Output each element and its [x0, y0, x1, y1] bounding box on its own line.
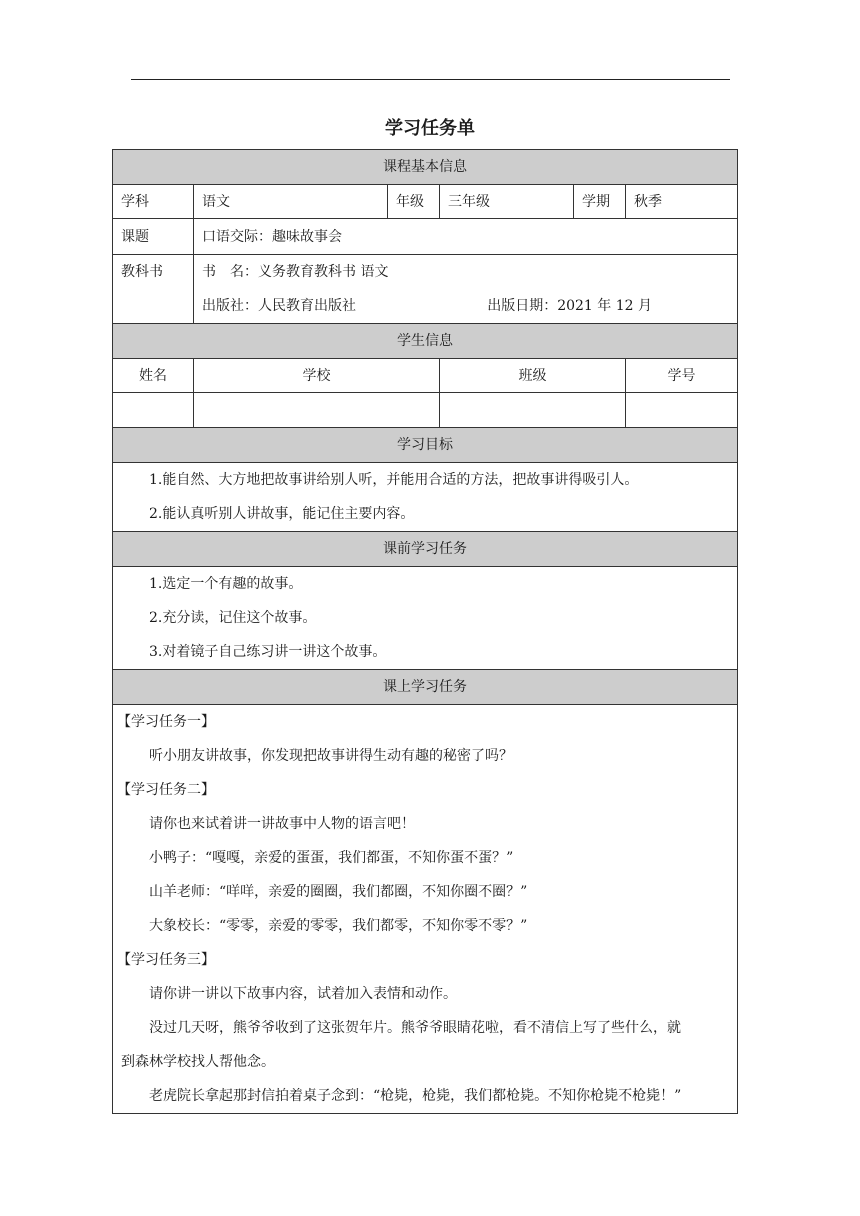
grade-value: 三年级: [440, 185, 574, 219]
school-field[interactable]: [194, 393, 440, 428]
goal-item: 2.能认真听别人讲故事，能记住主要内容。: [149, 506, 415, 522]
task3-line: 请你讲一讲以下故事内容，试着加入表情和动作。: [149, 986, 457, 1002]
section-course-info: 课程基本信息: [113, 150, 738, 185]
task2-line: 小鸭子：“嘎嘎，亲爱的蛋蛋，我们都蛋，不知你蛋不蛋？”: [149, 850, 514, 866]
subject-value: 语文: [194, 185, 388, 219]
section-pre-class: 课前学习任务: [113, 532, 738, 567]
pre-class-item: 3.对着镜子自己练习讲一讲这个故事。: [149, 644, 387, 660]
task3-line: 没过几天呀，熊爷爷收到了这张贺年片。熊爷爷眼睛花啦，看不清信上写了些什么，就: [149, 1020, 681, 1036]
publisher: 人民教育出版社: [258, 298, 356, 314]
col-student-id: 学号: [626, 359, 738, 393]
book-name-label: 书 名：: [202, 264, 258, 280]
task-sheet-table: [112, 149, 738, 1114]
in-class-content: [113, 705, 738, 1114]
term-label: 学期: [574, 185, 626, 219]
class-field[interactable]: [440, 393, 626, 428]
goal-item: 1.能自然、大方地把故事讲给别人听，并能用合适的方法，把故事讲得吸引人。: [149, 472, 639, 488]
pre-class-item: 1.选定一个有趣的故事。: [149, 576, 303, 592]
pub-date: 2021 年 12 月: [557, 298, 652, 314]
header-rule: [131, 79, 730, 80]
book-name: 义务教育教科书 语文: [258, 264, 389, 280]
student-id-field[interactable]: [626, 393, 738, 428]
task2-line: 山羊老师：“咩咩，亲爱的圈圈，我们都圈，不知你圈不圈？”: [149, 884, 528, 900]
publisher-label: 出版社：: [202, 298, 258, 314]
section-student-info: 学生信息: [113, 324, 738, 359]
pre-class-item: 2.充分读，记住这个故事。: [149, 610, 317, 626]
textbook-label: 教科书: [113, 255, 194, 324]
section-in-class: 课上学习任务: [113, 670, 738, 705]
task3-line: 老虎院长拿起那封信拍着桌子念到：“枪毙，枪毙，我们都枪毙。不知你枪毙不枪毙！”: [149, 1088, 682, 1104]
col-name: 姓名: [113, 359, 194, 393]
textbook-info: [194, 255, 738, 324]
col-class: 班级: [440, 359, 626, 393]
task1-title: 【学习任务一】: [117, 714, 215, 730]
goals-content: [113, 463, 738, 532]
task3-title: 【学习任务三】: [117, 952, 215, 968]
document-title: 学习任务单: [385, 118, 475, 139]
subject-label: 学科: [113, 185, 194, 219]
topic-value: 口语交际：趣味故事会: [194, 219, 738, 255]
task3-line: 到森林学校找人帮他念。: [121, 1054, 275, 1070]
name-field[interactable]: [113, 393, 194, 428]
task2-line: 请你也来试着讲一讲故事中人物的语言吧！: [149, 816, 415, 832]
task2-title: 【学习任务二】: [117, 782, 215, 798]
term-value: 秋季: [626, 185, 738, 219]
pub-date-label: 出版日期：: [487, 298, 558, 314]
pre-class-content: [113, 567, 738, 670]
task2-line: 大象校长：“零零，亲爱的零零，我们都零，不知你零不零？”: [149, 918, 528, 934]
topic-label: 课题: [113, 219, 194, 255]
task1-text: 听小朋友讲故事，你发现把故事讲得生动有趣的秘密了吗？: [149, 748, 513, 764]
section-goals: 学习目标: [113, 428, 738, 463]
grade-label: 年级: [388, 185, 440, 219]
col-school: 学校: [194, 359, 440, 393]
